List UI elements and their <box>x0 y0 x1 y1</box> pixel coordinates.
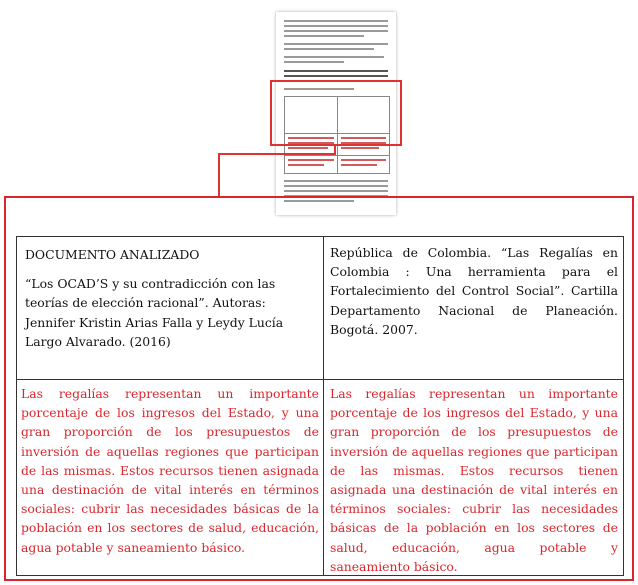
zoomed-region <box>4 196 634 581</box>
comparison-table <box>16 236 624 576</box>
reference-cell: República de Colombia. “Las Regalías en Colombia : Una herramienta para el Fortalecimiento del Control Social”. Cartilla Departamento Nacional de Planeación. Bogotá. 2007. <box>330 245 618 337</box>
excerpt-right: Las regalías representan un importante porcentaje de los ingresos del Estado, y una gran proporción de los presupuestos de inversión de aquellas regiones que participan de las mismas. Estos recursos tienen asignada una destinación de vital interés en términos sociales: cubrir las necesidades básicas de la población en los sectores de salud, educación, agua potable y saneamiento básico. <box>330 386 618 574</box>
analyzed-document-cell <box>25 245 315 351</box>
table-row-divider <box>17 379 623 380</box>
analyzed-document-text: “Los OCAD’S y su contradicción con las teorías de elección racional”. Autoras: Jennifer Kristin Arias Falla y Leydy Lucía Largo Alvarado. (2016) <box>25 276 284 349</box>
table-column-divider <box>323 237 324 575</box>
excerpt-left: Las regalías representan un importante porcentaje de los ingresos del Estado, y una gran proporción de los presupuestos de inversión de aquellas regiones que participan de las mismas. Estos recursos tienen asignada una destinación de vital interés en términos sociales: cubrir las necesidades básicas de la población en los sectores de salud, educación, agua potable y saneamiento básico. <box>21 386 319 555</box>
connector-line-vertical <box>218 153 220 197</box>
connector-line-horizontal <box>218 153 336 155</box>
highlight-rectangle <box>270 80 402 146</box>
cell-title: DOCUMENTO ANALIZADO <box>25 247 200 262</box>
